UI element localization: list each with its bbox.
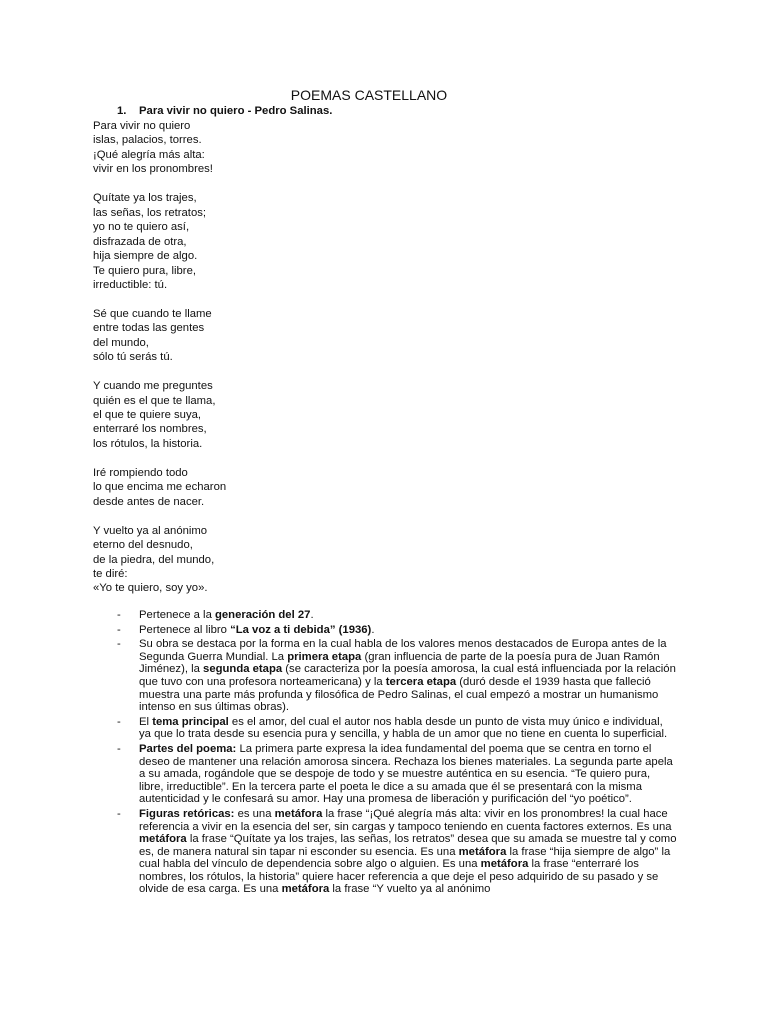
note-text: Pertenece al libro — [139, 623, 231, 636]
note-bold-text: Figuras retóricas: — [139, 807, 235, 820]
note-item — [117, 638, 677, 714]
note-text: (duró desde el 1939 hasta que falleció muestra una parte más profunda y filosófica de Pedro Salinas, el cual empezó a mostrar un humanismo intenso en sus últimas obras). — [139, 675, 659, 714]
note-text: es una — [234, 807, 275, 820]
poem-verse: Y vuelto ya al anónimo — [93, 524, 208, 537]
poem-stanza — [93, 307, 226, 365]
poem-verse: yo no te quiero así, — [93, 221, 190, 234]
poem-heading — [117, 104, 332, 118]
poem-verse: Quítate ya los trajes, — [93, 192, 197, 205]
note-bold-text: segunda etapa — [203, 663, 283, 676]
note-text: la frase “enterraré los nombres, los rótulos, la historia” quiere hacer referencia a que deje el peso adquirido de su pasado y se olvide de esa carga. Es una — [139, 858, 659, 896]
note-text: La primera parte expresa la idea fundamental del poema que se centra en torno el deseo de mantener una relación amorosa sincera. Rechaza los bienes materiales. La segunda parte apela a su amada, rogándole que se despoje de todo y se muestre auténtica en su esencia. “Te quiero pura, libre, irreductible”. En la tercera parte el poeta le dice a su amada que él se presentará con la misma autenticidad y le confesará su amor. Hay una promesa de liberación y purificación del “yo poético”. — [139, 742, 673, 806]
poem-verse: del mundo, — [93, 336, 149, 349]
poem-stanza — [93, 379, 226, 451]
note-bold-text: primera etapa — [287, 650, 362, 663]
note-bold-text: tema principal — [152, 715, 229, 728]
poem-body — [93, 119, 226, 610]
poem-verse: quién es el que te llama, — [93, 394, 216, 407]
poem-verse: disfrazada de otra, — [93, 235, 187, 248]
notes-list — [117, 609, 677, 898]
poem-verse: desde antes de nacer. — [93, 495, 205, 508]
note-bold-text: metáfora — [274, 807, 323, 820]
note-text: . — [310, 609, 314, 621]
poem-stanza — [93, 524, 226, 596]
poem-verse: vivir en los pronombres! — [93, 163, 213, 176]
poem-verse: lo que encima me echaron — [93, 481, 227, 494]
poem-verse: el que te quiere suya, — [93, 409, 202, 422]
note-text: Su obra se destaca por la forma en la cual habla de los valores menos destacados de Europa antes de la Segunda Guerra Mundial. La — [139, 638, 667, 663]
note-bold-text: “La voz a ti debida” (1936) — [230, 623, 372, 636]
note-text: la frase “Y vuelto ya al anónimo — [329, 883, 491, 896]
note-text: El — [139, 715, 153, 728]
note-item — [117, 624, 677, 637]
note-text: . — [371, 623, 375, 636]
poem-verse: de la piedra, del mundo, — [93, 553, 215, 566]
poem-verse: los rótulos, la historia. — [93, 437, 203, 450]
note-bold-text: metáfora — [281, 883, 330, 896]
poem-stanza — [93, 119, 226, 177]
poem-verse: hija siempre de algo. — [93, 250, 198, 263]
poem-verse: Para vivir no quiero — [93, 120, 191, 132]
poem-verse: ¡Qué alegría más alta: — [93, 148, 205, 161]
note-item — [117, 743, 677, 806]
poem-verse: Y cuando me preguntes — [93, 380, 213, 393]
note-bold-text: metáfora — [139, 833, 187, 846]
note-bold-text: tercera etapa — [385, 675, 457, 688]
poem-verse: sólo tú serás tú. — [93, 351, 173, 364]
note-text: la frase “¡Qué alegría más alta: vivir en los pronombres! la cual hace referencia a vivir en la esencia del ser, sin cargas y tampoco teniendo en cuenta factores externos. Es una — [139, 807, 672, 833]
poem-verse: eterno del desnudo, — [93, 539, 193, 552]
poem-verse: irreductible: tú. — [93, 278, 168, 291]
poem-stanza — [93, 191, 226, 292]
note-bold-text: metáfora — [458, 845, 507, 858]
note-text: la frase “hija siempre de algo” la cual habla del vínculo de dependencia sobre algo o alguien. Es una — [139, 845, 671, 871]
note-text: (gran influencia de parte de la poesía pura de Juan Ramón Jiménez), la — [139, 650, 660, 676]
poem-verse: «Yo te quiero, soy yo». — [93, 582, 208, 595]
document-title: POEMAS CASTELLANO — [290, 87, 448, 103]
note-item — [117, 808, 677, 896]
note-item — [117, 716, 677, 741]
note-item — [117, 609, 677, 622]
poem-verse: Sé que cuando te llame — [93, 307, 212, 320]
note-text: es el amor, del cual el autor nos habla desde un punto de vista muy único e individual, ya que lo trata desde su esencia pura y sencilla, y habla de un amor que no tiene en cuenta lo superficial. — [139, 715, 668, 741]
poem-verse: Te quiero pura, libre, — [93, 264, 196, 277]
heading-number: 1. — [117, 105, 127, 117]
poem-verse: enterraré los nombres, — [93, 423, 207, 436]
poem-stanza — [93, 466, 226, 509]
poem-verse: entre todas las gentes — [93, 322, 205, 335]
poem-verse: islas, palacios, torres. — [93, 134, 202, 147]
poem-verse: Iré rompiendo todo — [93, 466, 188, 479]
poem-verse: las señas, los retratos; — [93, 206, 207, 219]
note-text: la frase “Quítate ya los trajes, las señas, los retratos” desea que su amada se muestre tal y como es, de manera natural sin tapar ni esconder su esencia. Es una — [139, 833, 677, 858]
note-text: (se caracteriza por la poesía amorosa, la cual está influenciada por la relación que tuvo con una profesora norteamericana) y la — [139, 663, 676, 688]
note-bold-text: generación del 27 — [215, 609, 311, 621]
note-bold-text: metáfora — [480, 858, 529, 871]
note-bold-text: Partes del poema: — [139, 742, 237, 755]
poem-verse: te diré: — [93, 567, 128, 580]
note-text: Pertenece a la — [139, 609, 215, 621]
heading-text: Para vivir no quiero - Pedro Salinas. — [139, 105, 333, 117]
